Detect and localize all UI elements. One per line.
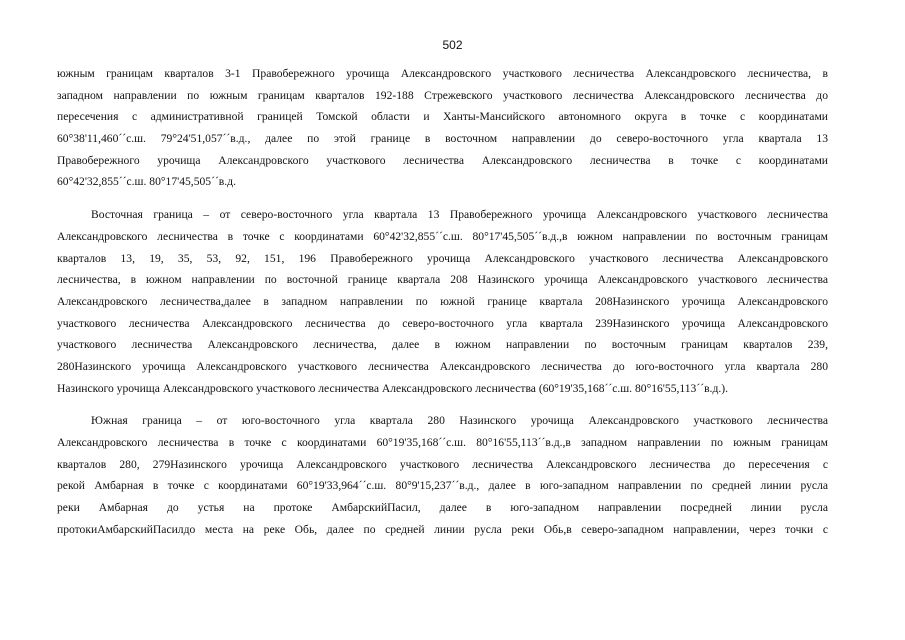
text-line: реки Амбарная до устья на протоке АмбарскийПасил, далее в юго-западном направлении посредней линии русла bbox=[57, 501, 828, 515]
paragraph-north-boundary-continued bbox=[57, 63, 828, 193]
paragraph-spacer bbox=[57, 193, 828, 204]
text-line: 280Назинского урочища Александровского участкового лесничества Александровского лесничества до юго-восточного угла квартала 280 bbox=[57, 359, 828, 373]
text-line: протокиАмбарскийПасилдо места на реке Обь, далее по средней линии русла реки Обь,в северо-западном направлении, через точки с bbox=[57, 522, 828, 536]
text-line: Александровского лесничества в точке с координатами 60°42'32,855´´с.ш. 80°17'45,505´´в.д.,в южном направлении по восточным границам bbox=[57, 229, 828, 243]
text-line: Назинского урочища Александровского участкового лесничества Александровского лесничества (60°19'35,168´´с.ш. 80°16'55,113´´в.д.). bbox=[57, 381, 728, 395]
text-line: 60°38'11,460´´с.ш. 79°24'51,057´´в.д., далее по этой границе в восточном направлении до северо-восточного угла квартала 13 bbox=[57, 132, 828, 146]
text-line: лесничества, в южном направлении по восточной границе квартала 208 Назинского урочища Александровского участкового лесничества bbox=[57, 273, 828, 287]
text-line: Южная граница – от юго-восточного угла квартала 280 Назинского урочища Александровского участкового лесничества bbox=[91, 414, 828, 428]
text-line: 60°42'32,855´´с.ш. 80°17'45,505´´в.д. bbox=[57, 175, 236, 189]
text-line: рекой Амбарная в точке с координатами 60°19'33,964´´с.ш. 80°9'15,237´´в.д., далее в юго-западном направлении по средней линии русла bbox=[57, 479, 828, 493]
text-line: Правобережного урочища Александровского участкового лесничества Александровского лесничества в точке с координатами bbox=[57, 153, 828, 167]
paragraph-south-boundary bbox=[57, 410, 828, 540]
page-number: 502 bbox=[442, 38, 463, 52]
text-line: Восточная граница – от северо-восточного угла квартала 13 Правобережного урочища Александровского участкового лесничества bbox=[91, 208, 828, 222]
text-line: участкового лесничества Александровского лесничества, далее в южном направлении по восточным границам кварталов 239, bbox=[57, 338, 828, 352]
paragraph-spacer bbox=[57, 399, 828, 410]
paragraph-east-boundary bbox=[57, 204, 828, 399]
text-line: участкового лесничества Александровского лесничества до северо-восточного угла квартала 239Назинского урочища Александровского bbox=[57, 316, 828, 330]
text-line: Александровского лесничества,далее в западном направлении по южной границе квартала 208Назинского урочища Александровского bbox=[57, 294, 828, 308]
text-line: кварталов 13, 19, 35, 53, 92, 151, 196 Правобережного урочища Александровского участкового лесничества Александровского bbox=[57, 251, 828, 265]
text-line: кварталов 280, 279Назинского урочища Александровского участкового лесничества Александровского лесничества до пересечения с bbox=[57, 457, 828, 471]
text-line: южным границам кварталов 3-1 Правобережного урочища Александровского участкового лесничества Александровского лесничества, в bbox=[57, 67, 828, 80]
text-line: западном направлении по южным границам кварталов 192-188 Стрежевского участкового лесничества Александровского лесничества до bbox=[57, 88, 828, 102]
document-body bbox=[57, 63, 828, 540]
text-line: пересечения с административной границей Томской области и Ханты-Мансийского автономного округа в точке с координатами bbox=[57, 110, 828, 124]
text-line: Александровского лесничества в точке с координатами 60°19'35,168´´с.ш. 80°16'55,113´´в.д.,в западном направлении по южным границам bbox=[57, 436, 828, 449]
